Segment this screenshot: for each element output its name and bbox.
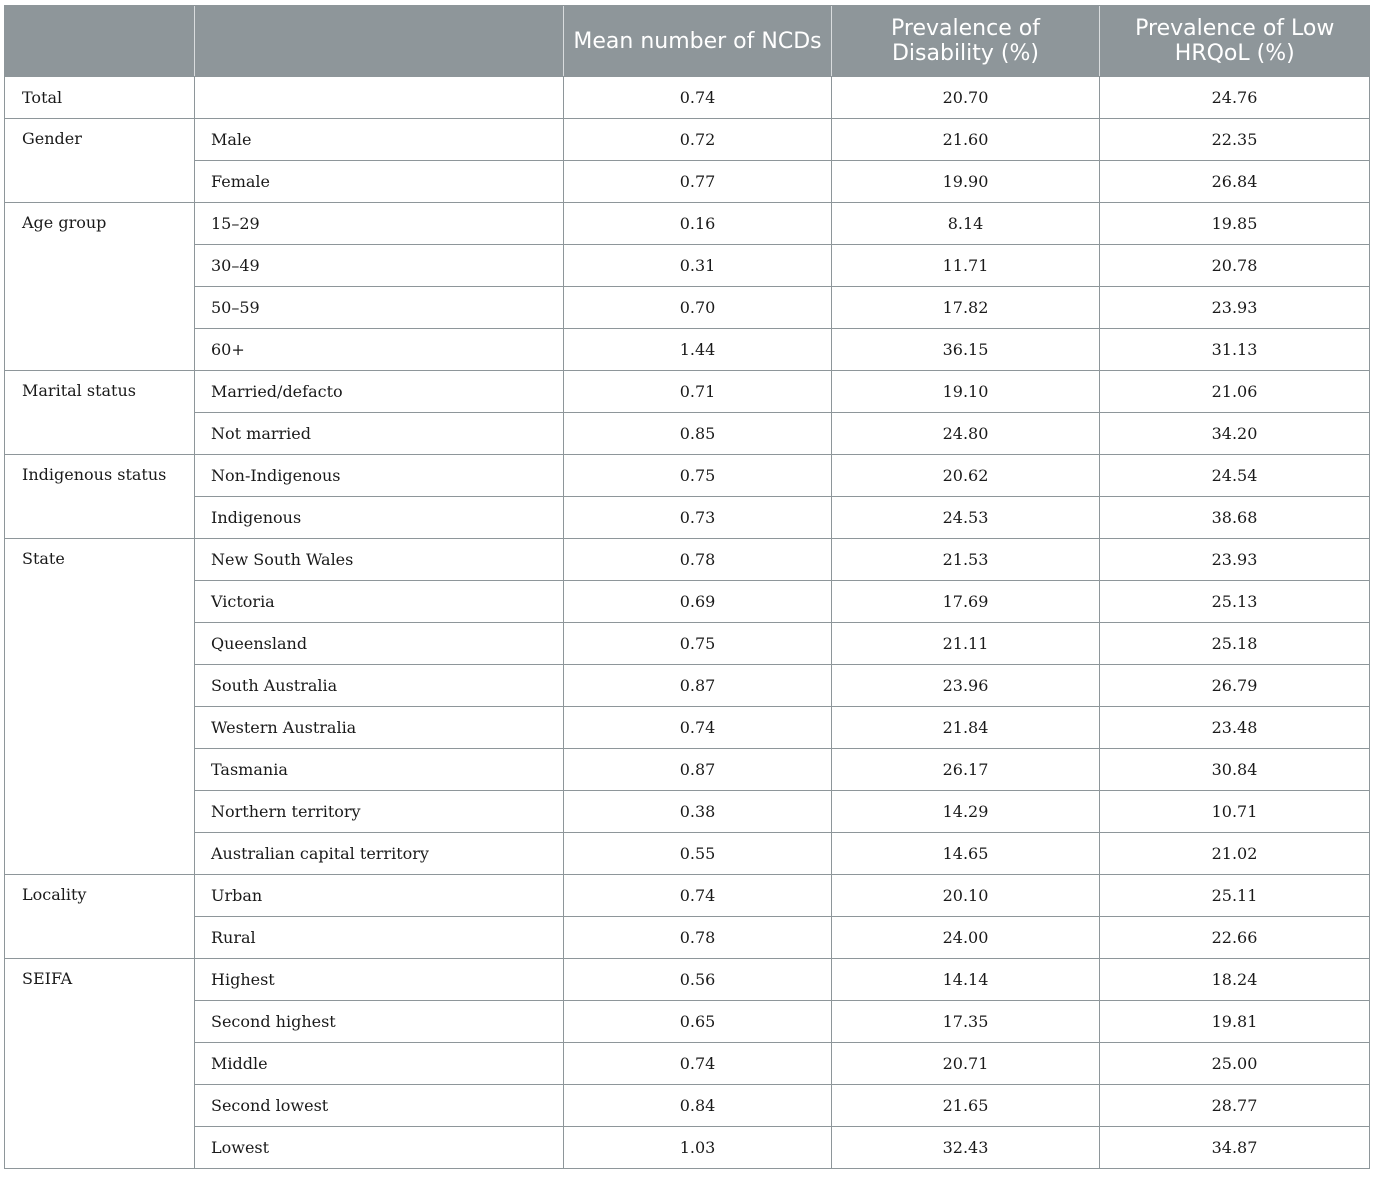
category-label: Tasmania [195,749,564,791]
category-label: Indigenous [195,497,564,539]
group-label: Age group [5,203,195,371]
mean-ncds-cell: 0.85 [564,413,832,455]
mean-ncds-cell: 0.72 [564,119,832,161]
table-row [5,413,1370,455]
mean-ncds-cell: 0.87 [564,665,832,707]
category-label [195,77,564,119]
category-label: Northern territory [195,791,564,833]
table-row [5,161,1370,203]
low-hrqol-cell: 25.00 [1100,1043,1370,1085]
category-label: 30–49 [195,245,564,287]
disability-cell: 14.29 [832,791,1100,833]
low-hrqol-cell: 26.79 [1100,665,1370,707]
low-hrqol-cell: 24.54 [1100,455,1370,497]
low-hrqol-cell: 18.24 [1100,959,1370,1001]
category-label: 60+ [195,329,564,371]
disability-cell: 11.71 [832,245,1100,287]
disability-cell: 20.71 [832,1043,1100,1085]
table-row [5,833,1370,875]
group-label: Marital status [5,371,195,455]
low-hrqol-cell: 23.93 [1100,287,1370,329]
mean-ncds-cell: 0.73 [564,497,832,539]
low-hrqol-cell: 22.66 [1100,917,1370,959]
low-hrqol-cell: 20.78 [1100,245,1370,287]
category-label: Non-Indigenous [195,455,564,497]
mean-ncds-cell: 0.16 [564,203,832,245]
low-hrqol-cell: 28.77 [1100,1085,1370,1127]
table-row [5,245,1370,287]
header-low-hrqol: Prevalence of Low HRQoL (%) [1100,6,1370,77]
group-label: Locality [5,875,195,959]
low-hrqol-cell: 25.18 [1100,623,1370,665]
category-label: New South Wales [195,539,564,581]
table-row [5,539,1370,581]
mean-ncds-cell: 0.75 [564,623,832,665]
table-row [5,917,1370,959]
mean-ncds-cell: 0.74 [564,1043,832,1085]
mean-ncds-cell: 0.55 [564,833,832,875]
table-row [5,707,1370,749]
low-hrqol-cell: 25.11 [1100,875,1370,917]
category-label: Australian capital territory [195,833,564,875]
disability-cell: 21.53 [832,539,1100,581]
mean-ncds-cell: 0.75 [564,455,832,497]
category-label: Rural [195,917,564,959]
low-hrqol-cell: 31.13 [1100,329,1370,371]
category-label: 15–29 [195,203,564,245]
low-hrqol-cell: 38.68 [1100,497,1370,539]
disability-cell: 32.43 [832,1127,1100,1169]
low-hrqol-cell: 34.20 [1100,413,1370,455]
low-hrqol-cell: 21.02 [1100,833,1370,875]
table-row [5,665,1370,707]
table-row [5,1043,1370,1085]
table-row [5,1127,1370,1169]
disability-cell: 19.10 [832,371,1100,413]
mean-ncds-cell: 1.03 [564,1127,832,1169]
disability-cell: 17.69 [832,581,1100,623]
mean-ncds-cell: 0.78 [564,539,832,581]
header-category [195,6,564,77]
low-hrqol-cell: 26.84 [1100,161,1370,203]
low-hrqol-cell: 34.87 [1100,1127,1370,1169]
table-row [5,791,1370,833]
low-hrqol-cell: 30.84 [1100,749,1370,791]
disability-cell: 20.10 [832,875,1100,917]
disability-cell: 20.62 [832,455,1100,497]
table-row [5,1085,1370,1127]
mean-ncds-cell: 0.78 [564,917,832,959]
low-hrqol-cell: 23.48 [1100,707,1370,749]
category-label: Second highest [195,1001,564,1043]
disability-cell: 21.60 [832,119,1100,161]
group-label: State [5,539,195,875]
mean-ncds-cell: 0.77 [564,161,832,203]
table-row [5,77,1370,119]
disability-cell: 26.17 [832,749,1100,791]
category-label: Not married [195,413,564,455]
table-row [5,959,1370,1001]
table-row [5,371,1370,413]
table-row [5,749,1370,791]
category-label: 50–59 [195,287,564,329]
category-label: Male [195,119,564,161]
mean-ncds-cell: 0.69 [564,581,832,623]
header-disability: Prevalence of Disability (%) [832,6,1100,77]
category-label: South Australia [195,665,564,707]
category-label: Highest [195,959,564,1001]
group-label: Gender [5,119,195,203]
mean-ncds-cell: 0.84 [564,1085,832,1127]
table-row [5,329,1370,371]
header-row [5,6,1370,77]
table-row [5,287,1370,329]
mean-ncds-cell: 0.70 [564,287,832,329]
group-label: Indigenous status [5,455,195,539]
disability-cell: 17.82 [832,287,1100,329]
low-hrqol-cell: 19.85 [1100,203,1370,245]
mean-ncds-cell: 0.31 [564,245,832,287]
low-hrqol-cell: 10.71 [1100,791,1370,833]
disability-cell: 21.84 [832,707,1100,749]
header-mean-ncds: Mean number of NCDs [564,6,832,77]
category-label: Queensland [195,623,564,665]
category-label: Second lowest [195,1085,564,1127]
low-hrqol-cell: 24.76 [1100,77,1370,119]
data-table [4,5,1370,1169]
low-hrqol-cell: 22.35 [1100,119,1370,161]
low-hrqol-cell: 21.06 [1100,371,1370,413]
disability-cell: 24.00 [832,917,1100,959]
table-body [5,77,1370,1169]
table-row [5,455,1370,497]
disability-cell: 14.65 [832,833,1100,875]
disability-cell: 14.14 [832,959,1100,1001]
group-label: Total [5,77,195,119]
table-row [5,119,1370,161]
mean-ncds-cell: 0.71 [564,371,832,413]
disability-cell: 23.96 [832,665,1100,707]
mean-ncds-cell: 0.56 [564,959,832,1001]
category-label: Married/defacto [195,371,564,413]
table-row [5,497,1370,539]
low-hrqol-cell: 23.93 [1100,539,1370,581]
low-hrqol-cell: 25.13 [1100,581,1370,623]
disability-cell: 19.90 [832,161,1100,203]
disability-cell: 20.70 [832,77,1100,119]
mean-ncds-cell: 0.74 [564,707,832,749]
header-group [5,6,195,77]
mean-ncds-cell: 0.87 [564,749,832,791]
disability-cell: 36.15 [832,329,1100,371]
table-row [5,581,1370,623]
category-label: Lowest [195,1127,564,1169]
disability-cell: 17.35 [832,1001,1100,1043]
mean-ncds-cell: 0.65 [564,1001,832,1043]
disability-cell: 21.65 [832,1085,1100,1127]
disability-cell: 21.11 [832,623,1100,665]
mean-ncds-cell: 1.44 [564,329,832,371]
category-label: Urban [195,875,564,917]
table-row [5,1001,1370,1043]
disability-cell: 24.53 [832,497,1100,539]
low-hrqol-cell: 19.81 [1100,1001,1370,1043]
mean-ncds-cell: 0.74 [564,77,832,119]
category-label: Western Australia [195,707,564,749]
mean-ncds-cell: 0.38 [564,791,832,833]
category-label: Middle [195,1043,564,1085]
table-row [5,623,1370,665]
category-label: Female [195,161,564,203]
category-label: Victoria [195,581,564,623]
disability-cell: 8.14 [832,203,1100,245]
table-row [5,875,1370,917]
disability-cell: 24.80 [832,413,1100,455]
mean-ncds-cell: 0.74 [564,875,832,917]
group-label: SEIFA [5,959,195,1169]
table-row [5,203,1370,245]
